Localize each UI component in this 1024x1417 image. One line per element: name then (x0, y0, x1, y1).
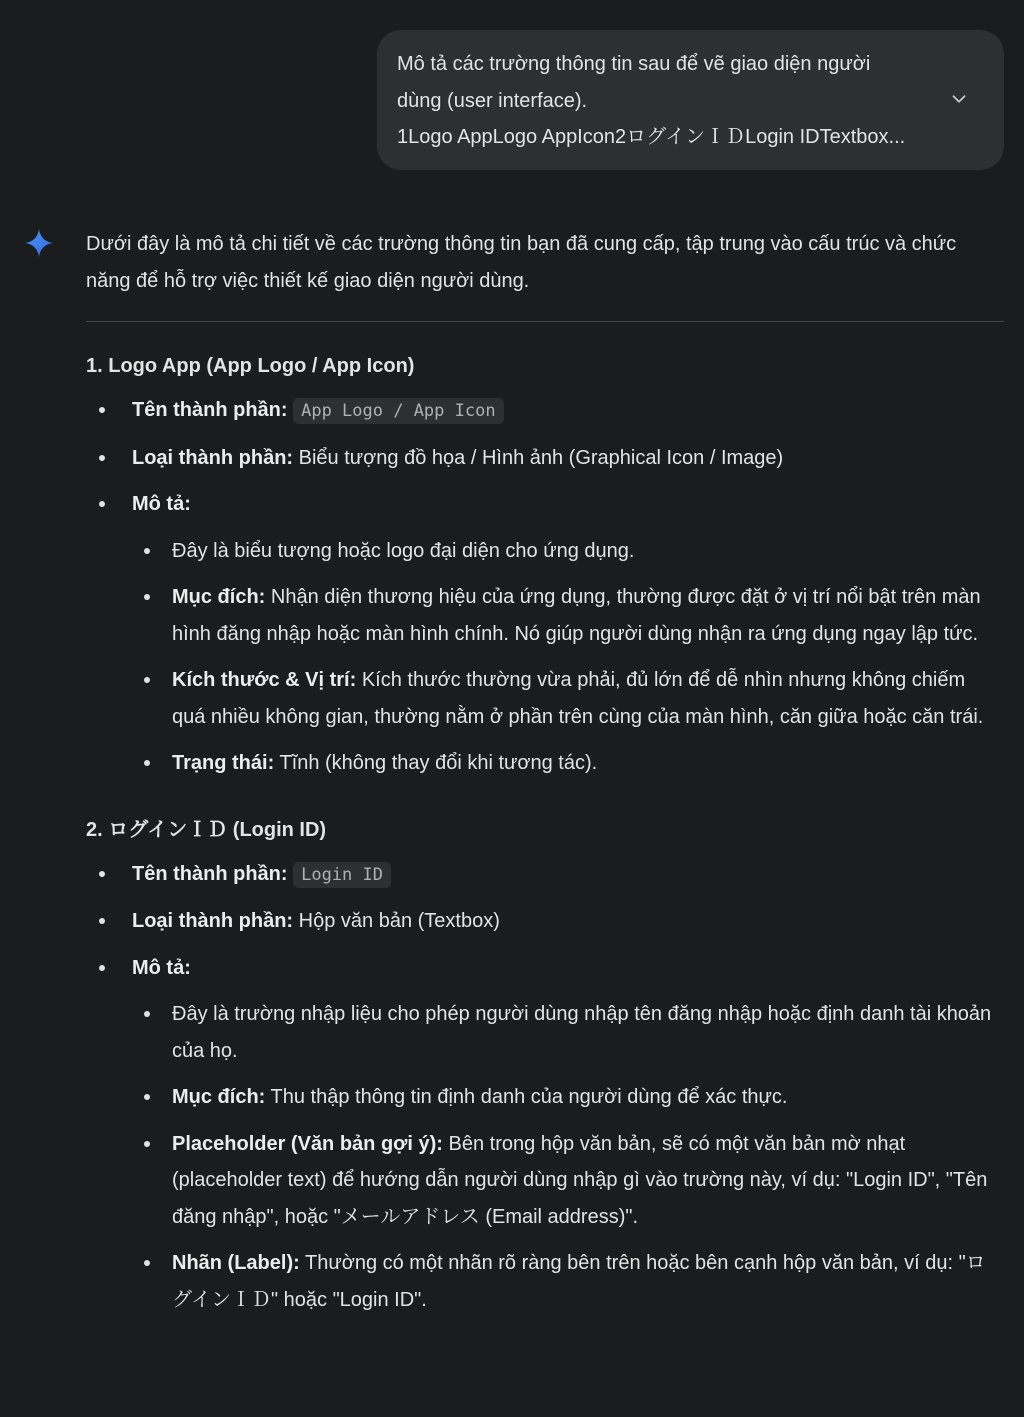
item-label: Tên thành phần: (132, 399, 288, 421)
item-text: Thường có một nhãn rõ ràng bên trên hoặc bên cạnh hộp văn bản, ví dụ: "ログインＩＤ" hoặc "Login ID". (172, 1252, 986, 1311)
item-label: Tên thành phần: (132, 862, 288, 885)
item-label: Mục đích: (172, 586, 266, 608)
list-item-description (86, 486, 1004, 782)
item-text: Tĩnh (không thay đổi khi tương tác). (274, 752, 598, 774)
section-list (86, 856, 1004, 1319)
sub-list-item (132, 579, 1004, 652)
list-item-description (86, 950, 1004, 1319)
list-item-name (86, 856, 1004, 894)
item-text: Thu thập thông tin định danh của người dùng để xác thực. (265, 1086, 788, 1108)
sub-list-item (132, 996, 1004, 1069)
item-label: Nhãn (Label): (172, 1252, 300, 1274)
section-title: 1. Logo App (App Logo / App Icon) (86, 355, 415, 377)
sub-list-item (132, 533, 1004, 570)
sub-list-item (132, 1126, 1004, 1236)
chevron-down-icon[interactable] (948, 88, 970, 110)
section-login-id (86, 812, 1004, 1319)
item-text: Đây là biểu tượng hoặc logo đại diện cho ứng dụng. (172, 539, 635, 562)
sub-list-item (132, 745, 1004, 782)
item-label: Kích thước & Vị trí: (172, 669, 357, 691)
list-item-name (86, 392, 1004, 430)
item-label: Loại thành phần: (132, 910, 294, 932)
section-list (86, 392, 1004, 782)
item-text: Nhận diện thương hiệu của ứng dụng, thường được đặt ở vị trí nổi bật trên màn hình đăng nhập hoặc màn hình chính. Nó giúp người dùng nhận ra ứng dụng ngay lập tức. (172, 586, 981, 645)
item-label: Trạng thái: (172, 752, 275, 774)
spacer (86, 792, 1004, 812)
list-item-type (86, 440, 1004, 477)
list-item-type (86, 903, 1004, 940)
response-intro: Dưới đây là mô tả chi tiết về các trường thông tin bạn đã cung cấp, tập trung vào cấu trúc và chức năng để hỗ trợ việc thiết kế giao diện người dùng. (86, 233, 957, 292)
item-text: Kích thước thường vừa phải, đủ lớn để dễ nhìn nhưng không chiếm quá nhiều không gian, thường nằm ở phần trên cùng của màn hình, căn giữa hoặc căn trái. (172, 669, 984, 728)
section-logo-app (86, 348, 1004, 782)
sub-list-item (132, 662, 1004, 735)
item-label: Loại thành phần: (132, 446, 294, 469)
item-text: Bên trong hộp văn bản, sẽ có một văn bản mờ nhạt (placeholder text) để hướng dẫn người dùng nhập gì vào trường này, ví dụ: "Login ID", "Tên đăng nhập", hoặc "メールアドレス (Email address)". (172, 1132, 988, 1228)
user-message-bubble (377, 30, 1004, 170)
assistant-response (86, 226, 1004, 1328)
item-label: Placeholder (Văn bản gợi ý): (172, 1132, 443, 1155)
sub-list (132, 996, 1004, 1318)
divider (86, 321, 1004, 322)
inline-code: App Logo / App Icon (293, 398, 503, 424)
item-text: Hộp văn bản (Textbox) (293, 910, 500, 932)
sub-list-item (132, 1079, 1004, 1116)
inline-code: Login ID (293, 862, 391, 888)
user-message-line: 1Logo AppLogo AppIcon2ログインＩＤLogin IDTextbox... (397, 126, 906, 148)
user-message-line: dùng (user interface). (397, 89, 588, 112)
item-label: Mô tả: (132, 493, 191, 515)
sub-list-item (132, 1245, 1004, 1318)
sub-list (132, 533, 1004, 782)
item-label: Mô tả: (132, 956, 191, 979)
item-label: Mục đích: (172, 1086, 266, 1108)
item-text: Đây là trường nhập liệu cho phép người dùng nhập tên đăng nhập hoặc định danh tài khoản của họ. (172, 1003, 992, 1062)
gemini-spark-icon (24, 228, 54, 258)
section-title: 2. ログインＩＤ (Login ID) (86, 818, 327, 841)
user-message-line: Mô tả các trường thông tin sau để vẽ giao diện người (397, 53, 871, 75)
item-text: Biểu tượng đồ họa / Hình ảnh (Graphical Icon / Image) (293, 446, 784, 469)
